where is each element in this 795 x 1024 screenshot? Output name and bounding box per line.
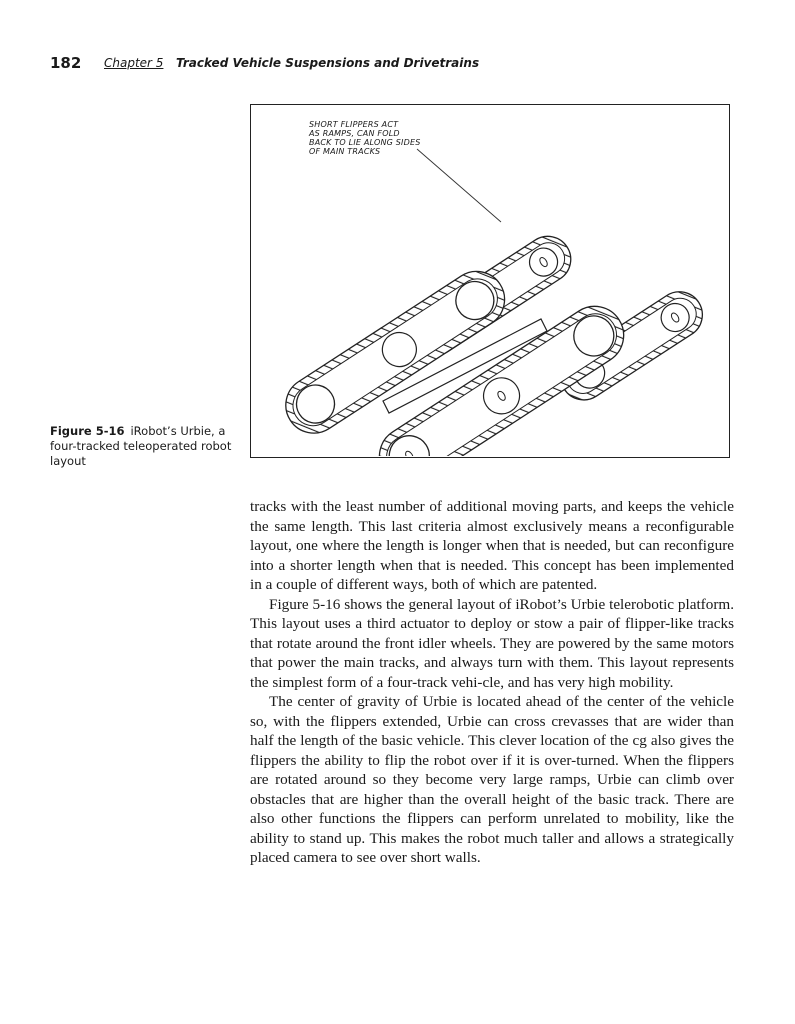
figure-frame xyxy=(250,104,730,458)
figure-caption xyxy=(50,424,235,469)
page-number: 182 xyxy=(50,54,82,72)
caption-label: Figure 5-16 xyxy=(50,424,125,438)
annotation-line: BACK TO LIE ALONG SIDES xyxy=(309,138,421,147)
annotation-line: SHORT FLIPPERS ACT xyxy=(309,120,399,129)
paragraph: tracks with the least number of additional moving parts, and keeps the vehicle the same length. This last criteria almost exclusively means a reconfigurable layout, one where the length is longer when that is needed, but can reconfigure into a shorter length when that is needed. This concept has been implemented in a couple of different ways, both of which are patented. xyxy=(250,498,734,593)
body-text xyxy=(250,497,734,868)
paragraph: The center of gravity of Urbie is located ahead of the center of the vehicle so, with the flippers extended, Urbie can cross crevasses that are wider than half the length of the basic vehicle. This clever location of the cg also gives the flippers the ability to flip the robot over if it is over-turned. When the flippers are rotated around so they become very large ramps, Urbie can climb over obstacles that are higher than the overall height of the basic track. There are also other functions the flippers can perform unrelated to mobility, like the ability to stand up. This makes the robot much taller and allows a strategically placed camera to see over short walls. xyxy=(250,693,734,866)
figure-annotation xyxy=(309,120,459,156)
caption-text: iRobot’s Urbie, a four-tracked teleoperated robot layout xyxy=(50,424,232,468)
leader-line xyxy=(417,149,501,222)
running-header xyxy=(50,54,750,74)
chapter-label: Chapter 5 xyxy=(104,56,164,70)
annotation-line: AS RAMPS, CAN FOLD xyxy=(309,129,400,138)
paragraph: Figure 5-16 shows the general layout of iRobot’s Urbie telerobotic platform. This layout uses a third actuator to deploy or stow a pair of flipper-like tracks that rotate around the front idler wheels. They are powered by the same motors that power the main tracks, and always turn with them. This layout represents the simplest form of a four-track vehi-cle, and has very high mobility. xyxy=(250,595,734,691)
chapter-title: Tracked Vehicle Suspensions and Drivetrains xyxy=(176,56,480,70)
urbie-robot-illustration xyxy=(251,105,728,456)
annotation-line: OF MAIN TRACKS xyxy=(309,147,381,156)
